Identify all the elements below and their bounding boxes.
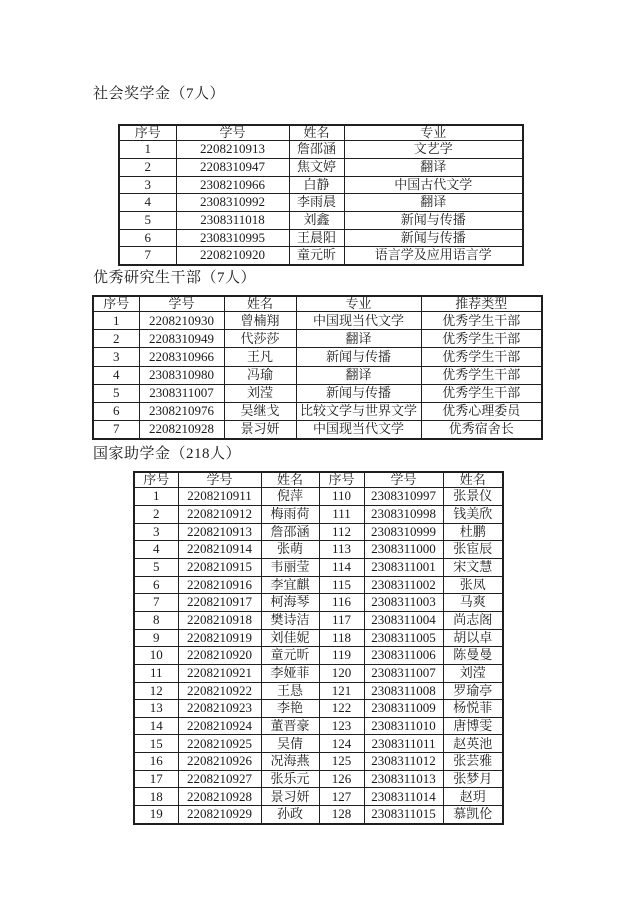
table-cell: 张梦月: [443, 770, 503, 788]
table-cell: 张凤: [443, 576, 503, 594]
column-header: 推荐类型: [421, 296, 542, 312]
table-cell: 冯瑜: [224, 366, 296, 384]
table-cell: 文艺学: [344, 141, 523, 159]
table-row: [134, 735, 503, 753]
table-cell: 王晨阳: [289, 229, 344, 247]
table-cell: 赵玥: [443, 788, 503, 806]
table-row: [134, 717, 503, 735]
table-cell: 3: [93, 348, 139, 366]
table-cell: 2208210920: [176, 247, 289, 265]
table-cell: 2308311004: [364, 611, 443, 629]
table-row: [134, 611, 503, 629]
table-cell: 梅雨荷: [261, 505, 319, 523]
column-header: 序号: [134, 472, 178, 488]
table-cell: 优秀心理委员: [421, 402, 542, 420]
table-cell: 2308311000: [364, 541, 443, 559]
table-cell: 比较文学与世界文学: [296, 402, 421, 420]
table-cell: 优秀学生干部: [421, 348, 542, 366]
table-cell: 倪萍: [261, 488, 319, 506]
table-cell: 董晋豪: [261, 717, 319, 735]
table-row: [119, 211, 523, 229]
table-cell: 2208210919: [178, 629, 261, 647]
table-cell: 2308310980: [139, 366, 224, 384]
table-cell: 2308310995: [176, 229, 289, 247]
table-cell: 白静: [289, 176, 344, 194]
table-cell: 2308311002: [364, 576, 443, 594]
table-cell: 2308311001: [364, 558, 443, 576]
table-row: [93, 420, 542, 439]
table-cell: 詹邵涵: [261, 523, 319, 541]
table-cell: 童元昕: [289, 247, 344, 265]
table-cell: 2208210930: [139, 312, 224, 330]
table-cell: 2208210914: [178, 541, 261, 559]
table-cell: 113: [319, 541, 364, 559]
table-cell: 刘滢: [224, 384, 296, 402]
table-cell: 2208210922: [178, 682, 261, 700]
table-cell: 2208210915: [178, 558, 261, 576]
table-cell: 2308311015: [364, 806, 443, 824]
table-row: [134, 594, 503, 612]
table-cell: 12: [134, 682, 178, 700]
table-cell: 詹邵涵: [289, 141, 344, 159]
social-scholarship-table: [118, 124, 524, 266]
table-cell: 18: [134, 788, 178, 806]
table-cell: 2208310949: [139, 330, 224, 348]
table-cell: 翻译: [296, 330, 421, 348]
table-cell: 126: [319, 770, 364, 788]
table-cell: 118: [319, 629, 364, 647]
table-cell: 6: [134, 576, 178, 594]
table-cell: 2: [93, 330, 139, 348]
table-cell: 翻译: [296, 366, 421, 384]
table-cell: 112: [319, 523, 364, 541]
table-cell: 新闻与传播: [296, 348, 421, 366]
table-cell: 童元昕: [261, 647, 319, 665]
table-row: [134, 488, 503, 506]
table-cell: 2308210976: [139, 402, 224, 420]
table-cell: 尚志阁: [443, 611, 503, 629]
table-cell: 王恳: [261, 682, 319, 700]
table-cell: 胡以卓: [443, 629, 503, 647]
table-cell: 2208210913: [178, 523, 261, 541]
table-cell: 2208210913: [176, 141, 289, 159]
section-title-social-scholarship: 社会奖学金（7人）: [93, 86, 226, 102]
table-cell: 2208210916: [178, 576, 261, 594]
table-cell: 孙政: [261, 806, 319, 824]
table-cell: 6: [93, 402, 139, 420]
table-cell: 2208210928: [139, 420, 224, 439]
table-cell: 优秀学生干部: [421, 312, 542, 330]
table-row: [119, 176, 523, 194]
table-cell: 张乐元: [261, 770, 319, 788]
table-cell: 2208210924: [178, 717, 261, 735]
table-cell: 4: [134, 541, 178, 559]
table-cell: 122: [319, 700, 364, 718]
table-cell: 2308311003: [364, 594, 443, 612]
table-cell: 2308311007: [364, 664, 443, 682]
table-cell: 5: [119, 211, 176, 229]
table-cell: 119: [319, 647, 364, 665]
table-row: [119, 141, 523, 159]
header-row: [119, 125, 523, 141]
column-header: 序号: [319, 472, 364, 488]
table-cell: 曾楠翔: [224, 312, 296, 330]
table-cell: 3: [119, 176, 176, 194]
table-cell: 7: [93, 420, 139, 439]
table-row: [134, 558, 503, 576]
table-cell: 2208310966: [139, 348, 224, 366]
table-cell: 中国现当代文学: [296, 420, 421, 439]
table-cell: 2308311008: [364, 682, 443, 700]
table-cell: 中国古代文学: [344, 176, 523, 194]
table-cell: 2208210927: [178, 770, 261, 788]
table-cell: 16: [134, 753, 178, 771]
table-cell: 7: [134, 594, 178, 612]
table-cell: 1: [119, 141, 176, 159]
table-cell: 2308311014: [364, 788, 443, 806]
table-cell: 110: [319, 488, 364, 506]
table-row: [134, 505, 503, 523]
table-cell: 120: [319, 664, 364, 682]
table-cell: 新闻与传播: [344, 211, 523, 229]
table-cell: 2208210925: [178, 735, 261, 753]
table-cell: 2308311006: [364, 647, 443, 665]
table-cell: 杜鹏: [443, 523, 503, 541]
column-header: 姓名: [224, 296, 296, 312]
column-header: 学号: [176, 125, 289, 141]
table-cell: 2308310992: [176, 194, 289, 212]
table-row: [134, 541, 503, 559]
table-cell: 优秀学生干部: [421, 330, 542, 348]
header-row: [134, 472, 503, 488]
table-cell: 9: [134, 629, 178, 647]
table-cell: 代莎莎: [224, 330, 296, 348]
table-cell: 2208210918: [178, 611, 261, 629]
table-cell: 2208210921: [178, 664, 261, 682]
table-row: [93, 366, 542, 384]
table-cell: 优秀学生干部: [421, 384, 542, 402]
column-header: 姓名: [261, 472, 319, 488]
table-cell: 2208210911: [178, 488, 261, 506]
table-cell: 8: [134, 611, 178, 629]
table-cell: 2308311010: [364, 717, 443, 735]
table-cell: 116: [319, 594, 364, 612]
column-header: 专业: [344, 125, 523, 141]
table-cell: 114: [319, 558, 364, 576]
table-row: [134, 647, 503, 665]
table-cell: 张萌: [261, 541, 319, 559]
column-header: 姓名: [289, 125, 344, 141]
table-cell: 6: [119, 229, 176, 247]
table-cell: 吴继戈: [224, 402, 296, 420]
table-row: [134, 576, 503, 594]
table-cell: 张芸雅: [443, 753, 503, 771]
column-header: 专业: [296, 296, 421, 312]
table-cell: 中国现当代文学: [296, 312, 421, 330]
table-cell: 13: [134, 700, 178, 718]
table-cell: 2208210920: [178, 647, 261, 665]
table-cell: 2308310999: [364, 523, 443, 541]
table-cell: 钱美欣: [443, 505, 503, 523]
table-cell: 115: [319, 576, 364, 594]
table-row: [119, 194, 523, 212]
table-cell: 吴倩: [261, 735, 319, 753]
table-cell: 125: [319, 753, 364, 771]
table-cell: 117: [319, 611, 364, 629]
table-row: [119, 229, 523, 247]
table-row: [93, 402, 542, 420]
table-row: [134, 753, 503, 771]
column-header: 学号: [178, 472, 261, 488]
table-cell: 17: [134, 770, 178, 788]
header-row: [93, 296, 542, 312]
column-header: 序号: [119, 125, 176, 141]
table-cell: 优秀宿舍长: [421, 420, 542, 439]
table-cell: 罗瑜亭: [443, 682, 503, 700]
table-cell: 2208210929: [178, 806, 261, 824]
table-cell: 2308311005: [364, 629, 443, 647]
table-cell: 樊诗洁: [261, 611, 319, 629]
table-cell: 2308311009: [364, 700, 443, 718]
table-cell: 2308311011: [364, 735, 443, 753]
table-cell: 2308311012: [364, 753, 443, 771]
table-cell: 111: [319, 505, 364, 523]
table-cell: 11: [134, 664, 178, 682]
table-row: [93, 348, 542, 366]
table-cell: 14: [134, 717, 178, 735]
table-cell: 127: [319, 788, 364, 806]
table-cell: 2208210912: [178, 505, 261, 523]
table-cell: 7: [119, 247, 176, 265]
table-cell: 赵英池: [443, 735, 503, 753]
column-header: 学号: [364, 472, 443, 488]
table-cell: 柯海琴: [261, 594, 319, 612]
table-cell: 李艳: [261, 700, 319, 718]
table-cell: 景习妍: [224, 420, 296, 439]
table-cell: 王凡: [224, 348, 296, 366]
table-row: [93, 330, 542, 348]
table-cell: 2208210928: [178, 788, 261, 806]
table-cell: 2208210926: [178, 753, 261, 771]
table-cell: 李雨晨: [289, 194, 344, 212]
national-grant-table: [133, 471, 504, 825]
section-title-national-grant: 国家助学金（218人）: [93, 446, 242, 462]
table-cell: 景习妍: [261, 788, 319, 806]
table-cell: 新闻与传播: [344, 229, 523, 247]
table-cell: 2208210923: [178, 700, 261, 718]
table-cell: 刘滢: [443, 664, 503, 682]
table-cell: 19: [134, 806, 178, 824]
table-cell: 2: [119, 158, 176, 176]
table-cell: 李宜麒: [261, 576, 319, 594]
table-cell: 2308310998: [364, 505, 443, 523]
table-cell: 123: [319, 717, 364, 735]
table-cell: 1: [134, 488, 178, 506]
table-cell: 128: [319, 806, 364, 824]
table-row: [119, 247, 523, 265]
table-row: [134, 788, 503, 806]
table-row: [93, 384, 542, 402]
table-row: [134, 523, 503, 541]
table-cell: 1: [93, 312, 139, 330]
table-cell: 翻译: [344, 158, 523, 176]
table-cell: 2208310947: [176, 158, 289, 176]
table-cell: 陈曼曼: [443, 647, 503, 665]
table-cell: 124: [319, 735, 364, 753]
table-cell: 李娅菲: [261, 664, 319, 682]
table-cell: 2308311007: [139, 384, 224, 402]
table-cell: 5: [134, 558, 178, 576]
table-cell: 新闻与传播: [296, 384, 421, 402]
table-cell: 15: [134, 735, 178, 753]
table-cell: 翻译: [344, 194, 523, 212]
outstanding-cadres-table: [92, 295, 543, 440]
table-row: [119, 158, 523, 176]
table-cell: 3: [134, 523, 178, 541]
table-cell: 2: [134, 505, 178, 523]
table-cell: 4: [93, 366, 139, 384]
table-cell: 张宦辰: [443, 541, 503, 559]
table-cell: 4: [119, 194, 176, 212]
table-row: [134, 664, 503, 682]
table-cell: 2308210966: [176, 176, 289, 194]
table-row: [134, 770, 503, 788]
table-cell: 杨悦菲: [443, 700, 503, 718]
table-row: [134, 700, 503, 718]
table-row: [134, 806, 503, 824]
table-cell: 慕凯伦: [443, 806, 503, 824]
table-cell: 语言学及应用语言学: [344, 247, 523, 265]
table-cell: 宋文慧: [443, 558, 503, 576]
table-row: [134, 682, 503, 700]
table-cell: 2308311018: [176, 211, 289, 229]
table-cell: 马爽: [443, 594, 503, 612]
table-row: [93, 312, 542, 330]
table-cell: 2208210917: [178, 594, 261, 612]
table-cell: 5: [93, 384, 139, 402]
table-cell: 10: [134, 647, 178, 665]
table-cell: 刘鑫: [289, 211, 344, 229]
table-cell: 况海燕: [261, 753, 319, 771]
table-cell: 刘佳妮: [261, 629, 319, 647]
section-title-outstanding-cadres: 优秀研究生干部（7人）: [93, 270, 257, 286]
table-cell: 2308311013: [364, 770, 443, 788]
table-cell: 韦丽莹: [261, 558, 319, 576]
table-row: [134, 629, 503, 647]
column-header: 姓名: [443, 472, 503, 488]
table-cell: 121: [319, 682, 364, 700]
table-cell: 唐博雯: [443, 717, 503, 735]
table-cell: 2308310997: [364, 488, 443, 506]
table-cell: 优秀学生干部: [421, 366, 542, 384]
table-cell: 张景仪: [443, 488, 503, 506]
table-cell: 焦文婷: [289, 158, 344, 176]
column-header: 序号: [93, 296, 139, 312]
column-header: 学号: [139, 296, 224, 312]
